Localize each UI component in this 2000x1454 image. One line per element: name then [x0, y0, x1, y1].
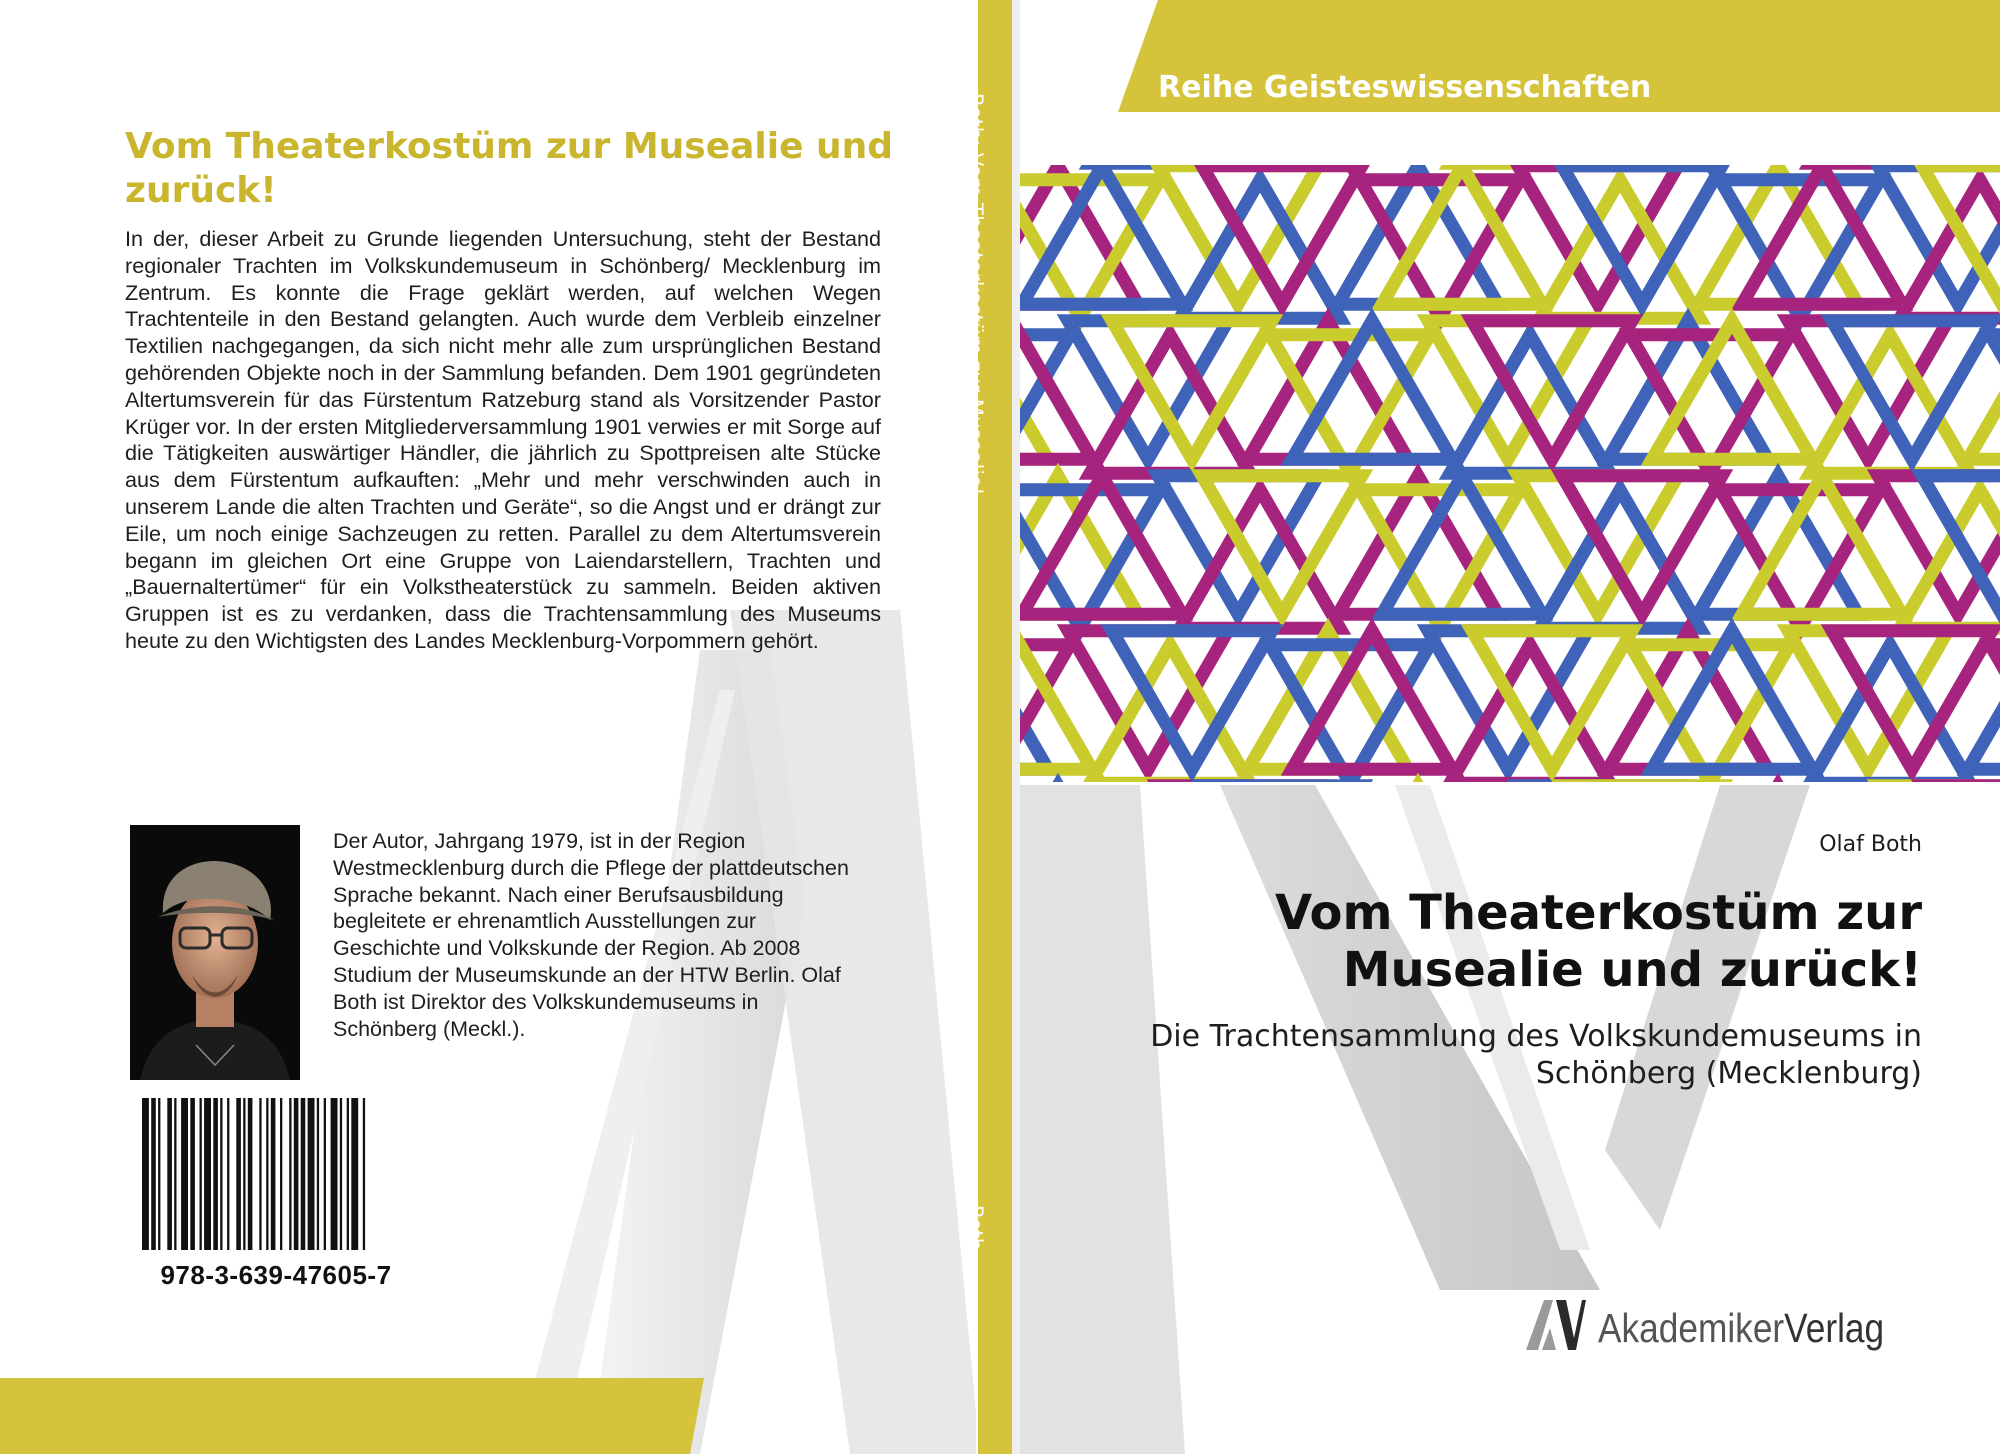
barcode-bar — [331, 1098, 338, 1250]
barcode-bar — [167, 1098, 172, 1250]
barcode-bar — [301, 1098, 306, 1250]
barcode-bar — [151, 1098, 156, 1250]
barcode-bar — [204, 1098, 211, 1250]
front-subtitle: Die Trachtensammlung des Volkskundemuseums in Schönberg (Mecklenburg) — [1150, 1019, 1922, 1091]
back-title: Vom Theaterkostüm zur Musealie und zurück! — [125, 126, 894, 211]
spine-title: Both: Vom Theaterkostüm zur Musealie! — [964, 93, 987, 496]
barcode-bar — [158, 1098, 160, 1250]
author-bio: Der Autor, Jahrgang 1979, ist in der Region Westmecklenburg durch die Pflege der plattdeutschen Sprache bekannt. Nach einer Berufsausbildung begleitete er ehrenamtlich Ausstellungen zur Geschichte und Volkskunde der Region. Ab 2008 Studium der Museumskunde an der HTW Berlin. Olaf Both ist Direktor des Volkskundemuseums in Schönberg (Meckl.). — [333, 829, 849, 1041]
barcode-bar — [351, 1098, 358, 1250]
front-title: Vom Theaterkostüm zur Musealie und zurück! — [1274, 885, 1922, 998]
barcode-bar — [220, 1098, 222, 1250]
barcode-bar — [142, 1098, 149, 1250]
av-logo-icon — [1526, 1300, 1586, 1350]
author-portrait-icon — [130, 825, 300, 1080]
barcode-bar — [190, 1098, 195, 1250]
barcode-bar — [181, 1098, 188, 1250]
front-author: Olaf Both — [1819, 832, 1922, 857]
publisher-name — [1598, 1305, 1884, 1352]
barcode-bar — [340, 1098, 342, 1250]
publisher-name-part2: Verlag — [1784, 1305, 1885, 1351]
barcode-bar — [213, 1098, 218, 1250]
interlaced-triangles-pattern — [1020, 165, 2000, 782]
spine-inner-strip — [1012, 0, 1020, 1454]
spine-author: Both — [964, 1205, 987, 1251]
publisher-name-part1: Akademiker — [1598, 1305, 1785, 1351]
barcode-bar — [308, 1098, 315, 1250]
barcode-bar — [174, 1098, 176, 1250]
barcode-bar — [317, 1098, 319, 1250]
back-blurb: In der, dieser Arbeit zu Grunde liegenden Untersuchung, steht der Bestand regionaler Trachten im Volkskundemuseum in Schönberg/ Mecklenburg im Zentrum. Es konnte die Frage geklärt werden, auf welchen Wegen Trachtenteile in den Bestand gelangten. Auch wurde dem Verbleib einzelner Textilien nachgegangen, da sich nicht mehr alle zum ursprünglichen Bestand gehörenden Objekte noch in der Sammlung befanden. Dem 1901 gegründeten Altertumsverein für das Fürstentum Ratzeburg stand als Vorsitzender Pastor Krüger vor. In der ersten Mitgliederversammlung 1901 verwies er mit Sorge auf die Tätigkeiten auswärtiger Händler, die jährlich zu Spottpreisen alte Stücke aus dem Fürstentum aufkauften: „Mehr und mehr verschwinden auch in unserem Lande die alten Trachten und Geräte“, so die Angst und er drängt zur Eile, um noch einige Sachzeugen zu retten. Parallel zu dem Altertumsverein begann im gleichen Ort eine Gruppe von Laiendarstellern, Trachten und „Bauernaltertümer“ für ein Volkstheaterstück zu sammeln. Beiden aktiven Gruppen ist es zu verdanken, dass die Trachtensammlung des Museums heute zu den Wichtigsten des Landes Mecklenburg-Vorpommern gehört. — [125, 226, 881, 653]
barcode-bar — [243, 1098, 245, 1250]
series-label: Reihe Geisteswissenschaften — [1158, 70, 1652, 105]
barcode-bar — [289, 1098, 291, 1250]
barcode-bar — [324, 1098, 326, 1250]
front-v-shadow-4 — [1605, 785, 1810, 1230]
back-bottom-band — [0, 1378, 704, 1454]
barcode-bar — [347, 1098, 349, 1250]
barcode-bar — [200, 1098, 202, 1250]
isbn-number: 978-3-639-47605-7 — [160, 1260, 392, 1290]
barcode-bar — [259, 1098, 261, 1250]
barcode-bar — [236, 1098, 241, 1250]
barcode-bar — [363, 1098, 365, 1250]
barcode-bar — [227, 1098, 229, 1250]
barcode-bar — [266, 1098, 268, 1250]
barcode-icon — [138, 1098, 416, 1250]
barcode-bar — [271, 1098, 276, 1250]
barcode-bar — [280, 1098, 282, 1250]
barcode-bar — [248, 1098, 253, 1250]
barcode-bar — [294, 1098, 299, 1250]
